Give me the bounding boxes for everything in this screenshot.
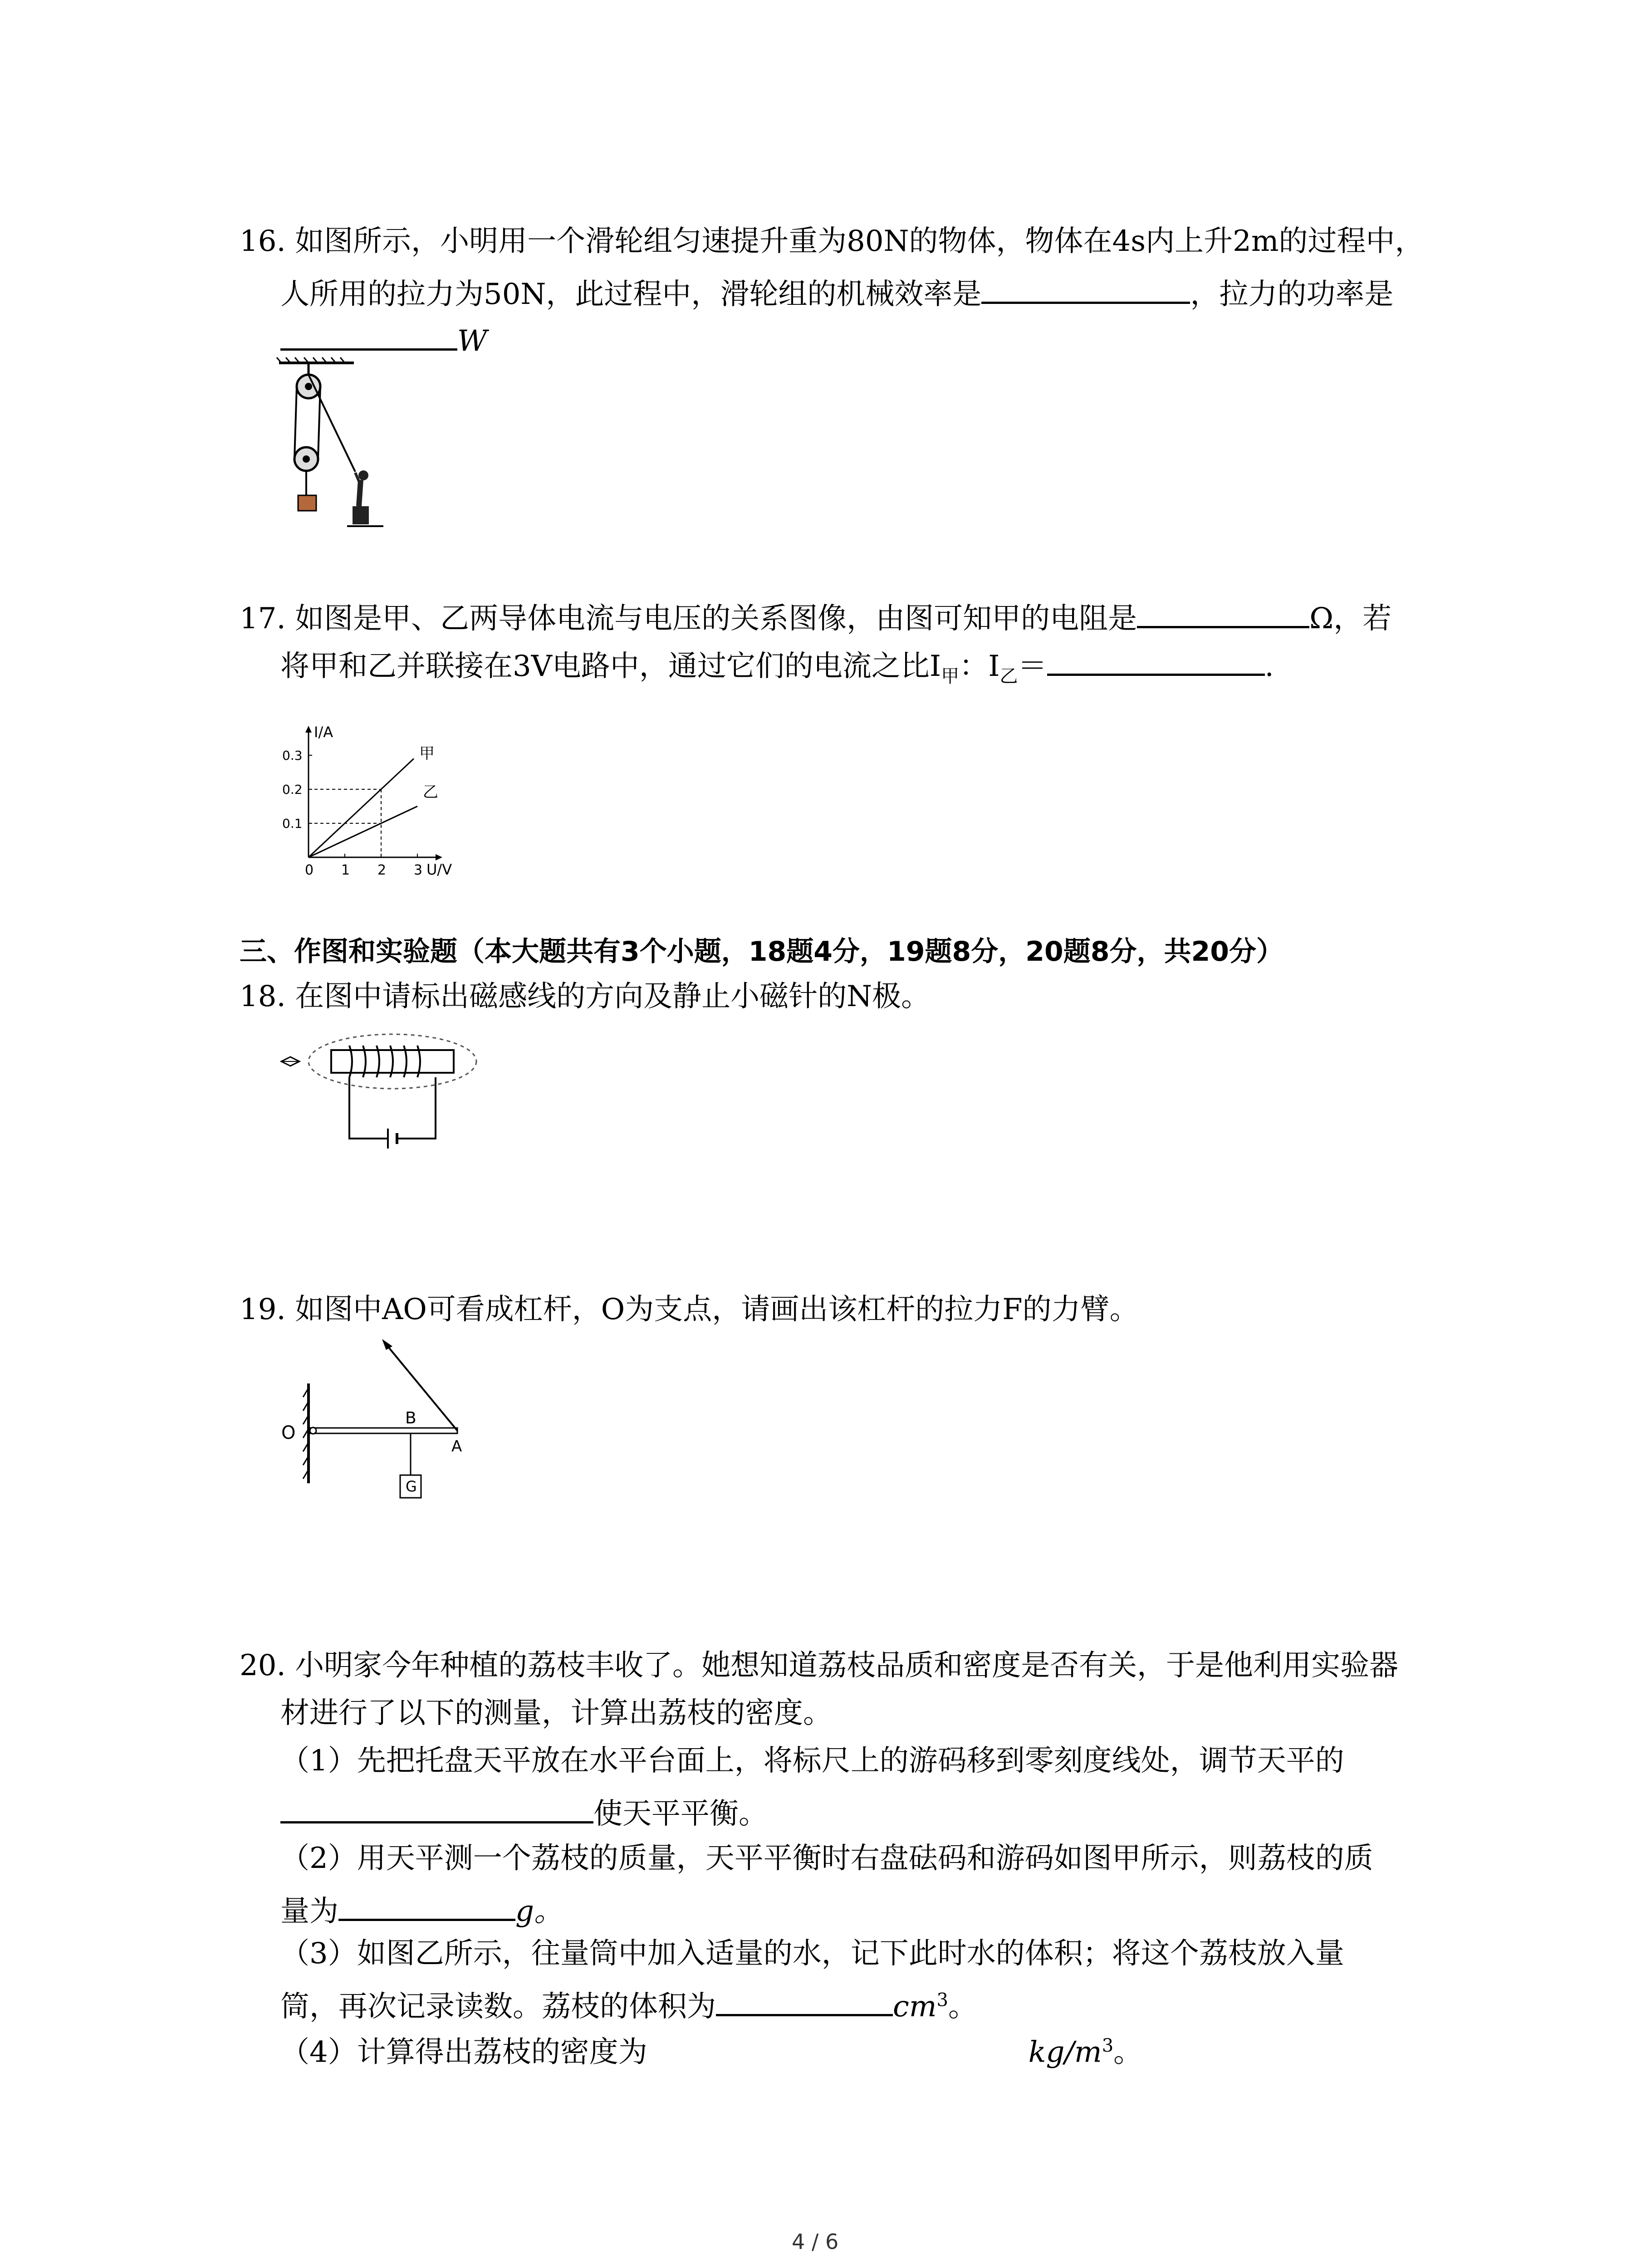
q20-p3a: （3）如图乙所示，往量筒中加入适量的水，记下此时水的体积；将这个荔枝放入量 — [280, 1937, 1344, 1970]
x-axis-arrow-icon — [436, 854, 442, 860]
q20-p4b: kg/m — [1028, 2035, 1102, 2069]
y-tick-label: 0.2 — [282, 782, 303, 797]
q17-line2-text: 将甲和乙并联接在3V电路中，通过它们的电流之比I — [280, 650, 941, 683]
q20-p1b: 使天平平衡。 — [593, 1797, 768, 1831]
q20-p1a: （1）先把托盘天平放在水平台面上，将标尺上的游码移到零刻度线处，调节天平的 — [280, 1744, 1344, 1778]
q20-p3d: 。 — [948, 1990, 977, 2024]
q20-p2c: g。 — [515, 1895, 563, 1928]
q17-resistance-blank[interactable] — [1137, 599, 1309, 628]
q20-p3-sup: 3 — [936, 1989, 948, 2011]
q17-ratio-blank[interactable] — [1047, 646, 1265, 676]
q20-p4-row — [280, 2037, 1142, 2067]
q20-p2a: （2）用天平测一个荔枝的质量，天平平衡时右盘砝码和游码如图甲所示，则荔枝的质 — [280, 1842, 1373, 1875]
q20-p4a: （4）计算得出荔枝的密度为 — [280, 2035, 647, 2069]
weight-label-g: G — [406, 1478, 417, 1495]
q16-efficiency-blank[interactable] — [981, 274, 1190, 304]
series-line — [309, 807, 417, 858]
y-tick-label: 0.1 — [282, 816, 303, 831]
series-label: 甲 — [419, 744, 435, 763]
q16-power-blank[interactable] — [280, 321, 457, 351]
q17-line1-text: 17. 如图是甲、乙两导体电流与电压的关系图像，由图可知甲的电阻是 — [240, 602, 1137, 635]
q20-p3b-row — [280, 1987, 977, 2024]
page-number: 4 / 6 — [792, 2229, 839, 2254]
lever-label-b: B — [405, 1409, 416, 1427]
q17-colon: ：I — [959, 650, 1000, 683]
q18-text: 18. 在图中请标出磁感线的方向及静止小磁针的N极。 — [240, 980, 931, 1013]
x-tick-label: 3 — [414, 862, 423, 878]
pulley-figure — [274, 354, 397, 549]
iu-chart — [272, 694, 481, 885]
q16-line3 — [280, 321, 487, 356]
q20-p2b-row — [280, 1892, 563, 1926]
y-tick-label: 0.3 — [282, 748, 303, 763]
q20-line1: 20. 小明家今年种植的荔枝丰收了。她想知道荔枝品质和密度是否有关，于是他利用实验器 — [240, 1649, 1399, 1682]
q16-line1: 16. 如图所示，小明用一个滑轮组匀速提升重为80N的物体，物体在4s内上升2m的过程中， — [240, 225, 1424, 258]
solenoid-figure — [272, 1025, 481, 1161]
q20-p4-sup: 3 — [1102, 2035, 1114, 2056]
q20-p3c: cm — [893, 1990, 937, 2024]
q17-line1 — [240, 599, 1391, 633]
x-tick-label: 2 — [377, 862, 387, 878]
y-axis-arrow-icon — [305, 726, 312, 733]
q20-p4c: 。 — [1113, 2035, 1143, 2069]
lever-label-a: A — [451, 1437, 462, 1456]
q17-line2 — [280, 646, 1274, 685]
q17-sub-jia: 甲 — [941, 665, 960, 687]
q20-p3b: 筒，再次记录读数。荔枝的体积为 — [280, 1990, 716, 2024]
lever-label-o: O — [281, 1422, 296, 1443]
q17-sub-yi: 乙 — [999, 665, 1018, 687]
q16-unit: W — [457, 324, 487, 358]
series-line — [309, 759, 414, 858]
q20-balance-blank[interactable] — [280, 1794, 593, 1823]
x-tick-label: 1 — [341, 862, 350, 878]
x-tick-label: 0 — [305, 862, 314, 878]
q20-p1b-row — [280, 1794, 768, 1831]
q20-p2b: 量为 — [280, 1895, 338, 1928]
q17-line1-tail: Ω，若 — [1309, 602, 1392, 635]
q17-end: . — [1264, 650, 1274, 683]
section-3-heading: 三、作图和实验题（本大题共有3个小题，18题4分，19题8分，20题8分，共20分） — [240, 936, 1283, 968]
x-axis-label: U/V — [426, 861, 452, 878]
y-axis-label: I/A — [314, 723, 333, 741]
lever-figure — [263, 1325, 499, 1515]
q20-line2: 材进行了以下的测量，计算出荔枝的密度。 — [280, 1696, 832, 1730]
q17-eq: ＝ — [1018, 650, 1047, 683]
q16-line2 — [280, 274, 1393, 309]
q20-mass-blank[interactable] — [338, 1892, 515, 1921]
q16-line2-text: 人所用的拉力为50N，此过程中，滑轮组的机械效率是 — [280, 278, 982, 311]
series-label: 乙 — [423, 783, 438, 802]
q16-line2-tail: ，拉力的功率是 — [1190, 278, 1394, 311]
q19-text: 19. 如图中AO可看成杠杆，O为支点，请画出该杠杆的拉力F的力臂。 — [240, 1293, 1139, 1326]
q20-volume-blank[interactable] — [716, 1987, 893, 2016]
